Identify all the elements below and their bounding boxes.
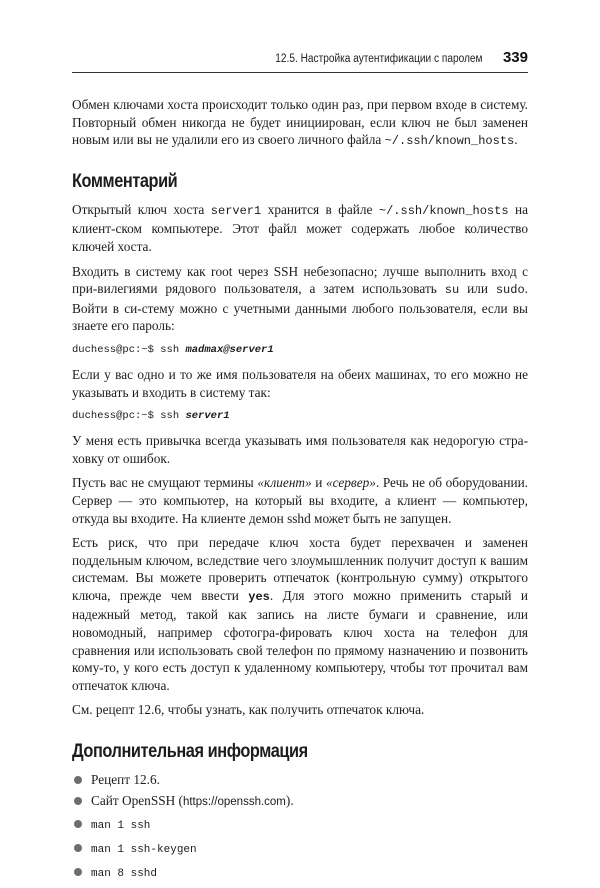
comment-paragraph-2: Входить в систему как root через SSH небезопасно; лучше выполнить вход с при-вилегиями рядового пользователя, а затем использовать su или sudo. Войти в си-стему можно с учетными данными любого пользователя, если вы знаете его пароль: bbox=[72, 263, 528, 334]
comment-heading: Комментарий bbox=[72, 170, 178, 192]
comment-paragraph-3: Если у вас одно и то же имя пользователя на обеих машинах, то его можно не указывать и входить в систему так: bbox=[72, 366, 528, 400]
page-content bbox=[72, 96, 528, 888]
more-info-list bbox=[72, 771, 528, 884]
intro-paragraph: Обмен ключами хоста происходит только один раз, при первом входе в систему. Повторный обмен никогда не будет инициирован, если ключ не был заменен новым или вы не удалили его из своего личного файла ~/.ssh/known_hosts. bbox=[72, 97, 528, 149]
comment-paragraph-7: См. рецепт 12.6, чтобы узнать, как получить отпечаток ключа. bbox=[72, 702, 425, 718]
list-item: man 8 sshd bbox=[72, 863, 528, 884]
bullet-icon bbox=[74, 820, 82, 828]
list-item: man 1 ssh-keygen bbox=[72, 839, 528, 860]
more-info-heading: Дополнительная информация bbox=[72, 741, 308, 763]
bullet-icon bbox=[74, 868, 82, 876]
list-item: Рецепт 12.6. bbox=[72, 771, 528, 789]
bullet-icon bbox=[74, 797, 82, 805]
list-item: man 1 ssh bbox=[72, 815, 528, 836]
code-example-2: duchess@pc:~$ ssh server1 bbox=[72, 410, 230, 423]
bullet-icon bbox=[74, 844, 82, 852]
comment-paragraph-5: Пусть вас не смущают термины «клиент» и «сервер». Речь не об оборудовании. Сервер — это компьютер, на который вы входите, а клиент — компьютер, откуда вы входите. На клиенте демон sshd может быть не запущен. bbox=[72, 475, 529, 526]
comment-paragraph-6: Есть риск, что при передаче ключ хоста будет перехвачен и заменен поддельным ключом, вследствие чего злоумышленник получит доступ к вашим системам. Вы можете проверить отпечаток (контрольную сумму) открытого ключа, прежде чем ввести yes. Для этого можно применить старый и надежный метод, такой как запись на листе бумаги и сравнение, или новомодный, например сфотогра-фировать ключ хоста на телефон для сравнения или использовать свой телефон по прямому назначению и позвонить кому-то, у кого есть доступ к удаленному компьютеру, чтобы тот прочитал вам отпечаток ключа. bbox=[72, 535, 528, 693]
bullet-icon bbox=[74, 776, 82, 784]
comment-paragraph-4: У меня есть привычка всегда указывать имя пользователя как недорогую стра-ховку от ошибок. bbox=[72, 433, 528, 466]
known-hosts-path: ~/.ssh/known_hosts bbox=[384, 134, 515, 149]
list-item: Сайт OpenSSH (https://openssh.com). bbox=[72, 792, 528, 812]
comment-paragraph-1: Открытый ключ хоста server1 хранится в файле ~/.ssh/known_hosts на клиент-ском компьютере. Этот файл может содержать любое количество ключей хоста. bbox=[72, 201, 529, 254]
page-header bbox=[72, 50, 528, 73]
shell-prompt: duchess@pc:~$ bbox=[72, 410, 161, 423]
shell-prompt: duchess@pc:~$ bbox=[72, 343, 161, 356]
code-example-1: duchess@pc:~$ ssh madmax@server1 bbox=[72, 343, 274, 356]
page-number: 339 bbox=[502, 49, 528, 66]
openssh-link[interactable]: https://openssh.com bbox=[182, 796, 286, 809]
running-title: 12.5. Настройка аутентификации с паролем bbox=[274, 53, 482, 65]
